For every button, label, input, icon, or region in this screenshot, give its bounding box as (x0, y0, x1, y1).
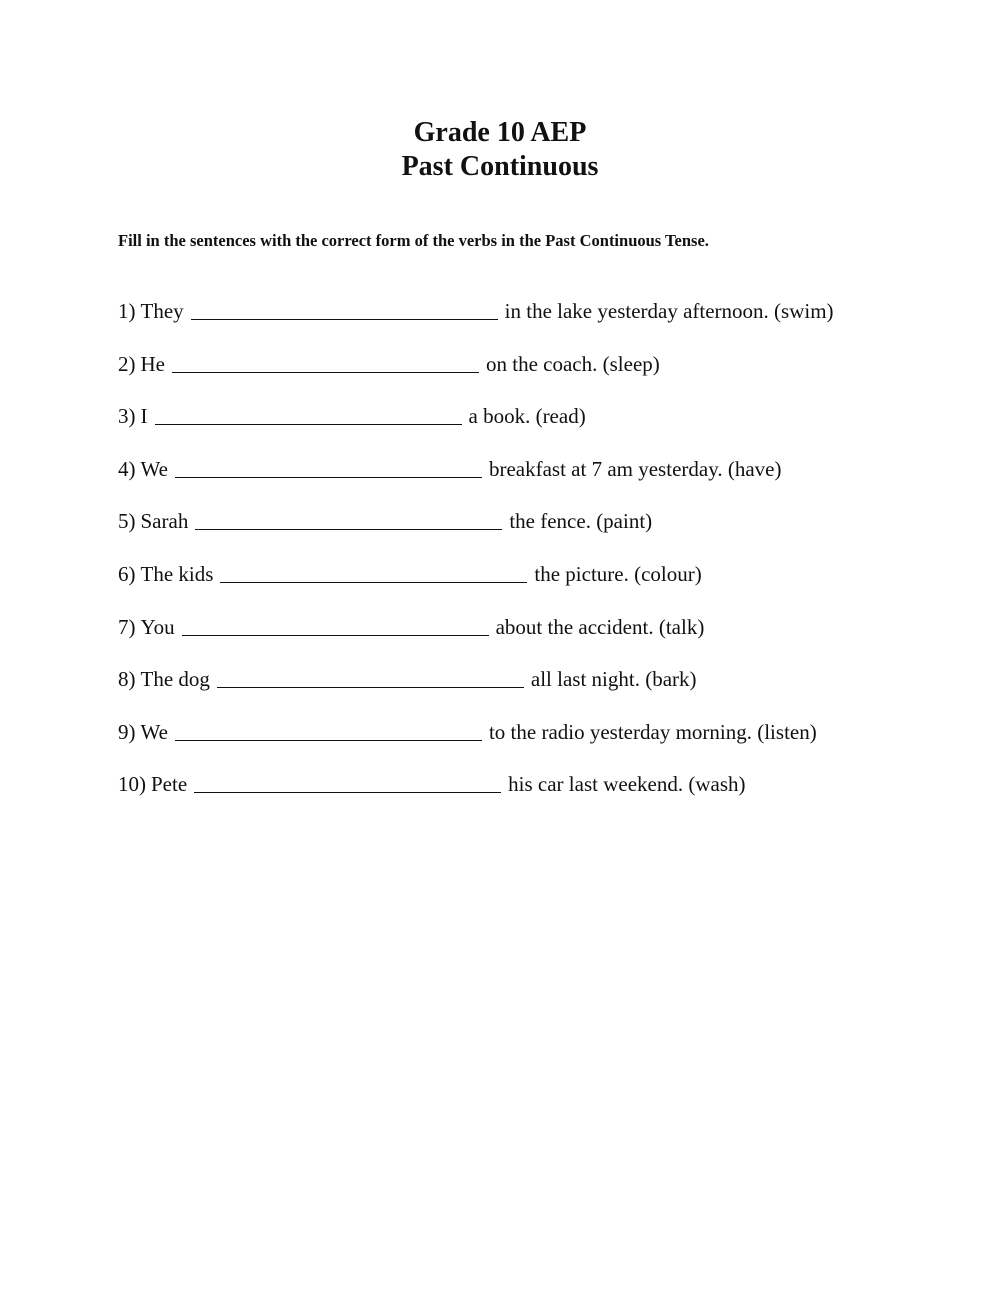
exercise-item-2 (118, 350, 834, 403)
item-subject: Sarah (140, 509, 189, 534)
item-rest: to the radio yesterday morning. (listen) (488, 719, 817, 744)
item-rest: a book. (read) (468, 404, 586, 429)
exercise-item-3 (118, 402, 834, 455)
answer-blank-5[interactable] (195, 507, 502, 530)
answer-blank-8[interactable] (217, 665, 524, 688)
exercise-item-1 (118, 297, 834, 350)
item-subject: He (140, 351, 165, 376)
item-number: 7) (118, 614, 136, 639)
item-number: 6) (118, 561, 136, 586)
exercise-item-4 (118, 455, 834, 508)
item-subject: I (140, 404, 148, 429)
answer-blank-7[interactable] (182, 613, 489, 636)
answer-blank-3[interactable] (155, 402, 462, 425)
item-subject: You (140, 614, 175, 639)
item-subject: Pete (151, 772, 188, 797)
exercise-item-6 (118, 560, 834, 613)
answer-blank-4[interactable] (175, 455, 482, 478)
exercise-item-9 (118, 718, 834, 771)
exercise-item-10 (118, 770, 834, 823)
item-number: 9) (118, 719, 136, 744)
instruction-text: Fill in the sentences with the correct form of the verbs in the Past Continuous Tense. (118, 231, 709, 250)
item-subject: We (140, 719, 168, 744)
item-number: 4) (118, 456, 136, 481)
item-number: 2) (118, 351, 136, 376)
item-subject: We (140, 456, 168, 481)
answer-blank-10[interactable] (194, 770, 501, 793)
answer-blank-6[interactable] (220, 560, 527, 583)
item-rest: about the accident. (talk) (495, 614, 705, 639)
exercise-item-5 (118, 507, 834, 560)
item-rest: breakfast at 7 am yesterday. (have) (488, 456, 782, 481)
answer-blank-2[interactable] (172, 350, 479, 373)
answer-blank-9[interactable] (175, 718, 482, 741)
answer-blank-1[interactable] (191, 297, 498, 320)
exercise-item-7 (118, 613, 834, 666)
item-subject: The dog (140, 667, 210, 692)
item-rest: on the coach. (sleep) (486, 351, 660, 376)
item-number: 3) (118, 404, 136, 429)
item-subject: They (140, 299, 184, 323)
title-grade: Grade 10 AEP (413, 117, 587, 148)
item-rest: all last night. (bark) (530, 667, 697, 692)
item-rest: the fence. (paint) (509, 509, 653, 534)
item-rest: the picture. (colour) (534, 561, 702, 586)
item-number: 1) (118, 299, 136, 323)
item-number: 10) (118, 772, 146, 797)
item-number: 8) (118, 667, 136, 692)
exercise-item-8 (118, 665, 834, 718)
item-number: 5) (118, 509, 136, 534)
item-subject: The kids (140, 561, 214, 586)
item-rest: his car last weekend. (wash) (508, 772, 746, 797)
item-rest: in the lake yesterday afternoon. (swim) (504, 299, 834, 323)
exercise-list (118, 297, 834, 823)
title-block (0, 116, 1000, 184)
title-topic: Past Continuous (401, 151, 599, 182)
